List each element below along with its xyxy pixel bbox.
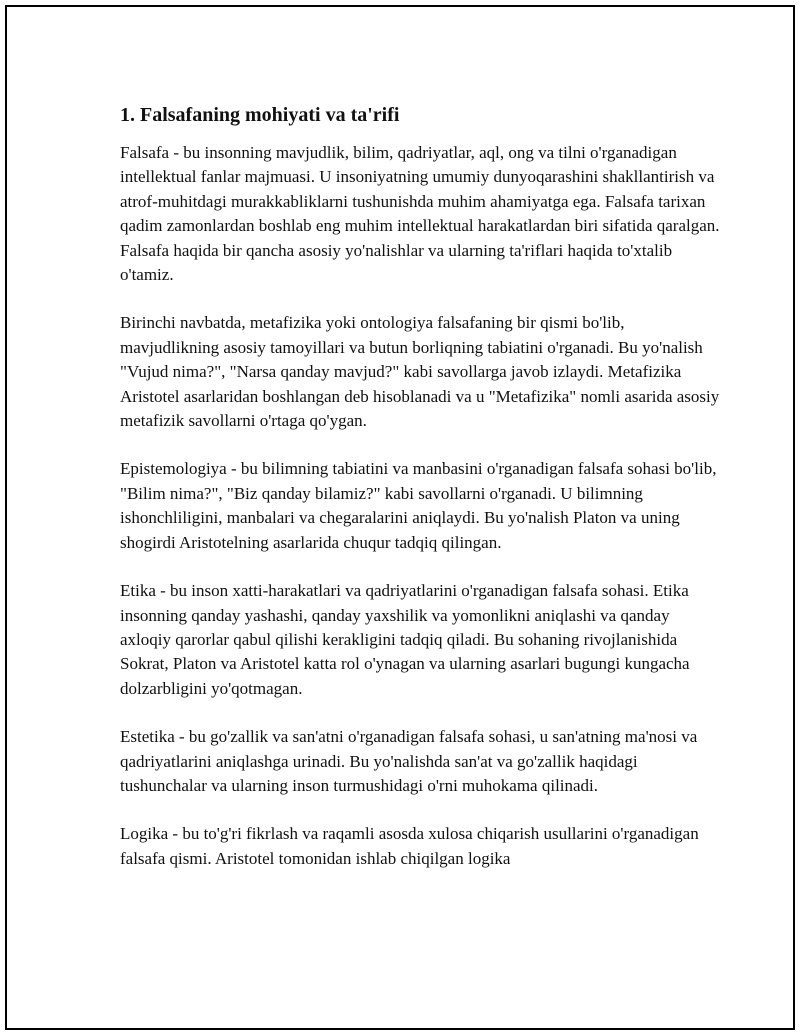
paragraph-logic: Logika - bu to'g'ri fikrlash va raqamli asosda xulosa chiqarish usullarini o'rganadigan falsafa qismi. Aristotel tomonidan ishlab chiqilgan logika bbox=[120, 824, 699, 868]
paragraph-epistemology: Epistemologiya - bu bilimning tabiatini va manbasini o'rganadigan falsafa sohasi bo'lib, "Bilim nima?", "Biz qanday bilamiz?" kabi savollarni o'rganadi. U bilimning ishonchliligini, manbalari va chegaralarini aniqlaydi. Bu yo'nalish Platon va uning shogirdi Aristotelning asarlarida chuqur tadqiq qilingan. bbox=[120, 459, 717, 552]
paragraph-metaphysics: Birinchi navbatda, metafizika yoki ontologiya falsafaning bir qismi bo'lib, mavjudlikning asosiy tamoyillari va butun borliqning tabiatini o'rganadi. Bu yo'nalish "Vujud nima?", "Narsa qanday mavjud?" kabi savollarga javob izlaydi. Metafizika Aristotel asarlaridan boshlangan deb hisoblanadi va u "Metafizika" nomli asarida asosiy metafizik savollarni o'rtaga qo'ygan. bbox=[120, 313, 720, 431]
paragraph-aesthetics: Estetika - bu go'zallik va san'atni o'rganadigan falsafa sohasi, u san'atning ma'nosi va qadriyatlarini aniqlashga urinadi. Bu yo'nalishda san'at va go'zallik haqidagi tushunchalar va ularning inson turmushidagi o'rni muhokama qilinadi. bbox=[120, 727, 698, 795]
paragraph-intro: Falsafa - bu insonning mavjudlik, bilim, qadriyatlar, aql, ong va tilni o'rganadigan intellektual fanlar majmuasi. U insoniyatning umumiy dunyoqarashini shakllantirish va atrof-muhitdagi murakkabliklarni tushunishda muhim ahamiyatga ega. Falsafa tarixan qadim zamonlardan boshlab eng muhim intellektual harakatlardan biri sifatida qaralgan. Falsafa haqida bir qancha asosiy yo'nalishlar va ularning ta'riflari haqida to'xtalib o'tamiz. bbox=[120, 143, 720, 285]
document-body bbox=[120, 101, 720, 871]
section-title: 1. Falsafaning mohiyati va ta'rifi bbox=[120, 104, 400, 126]
page-frame bbox=[5, 5, 795, 1030]
paragraph-ethics: Etika - bu inson xatti-harakatlari va qadriyatlarini o'rganadigan falsafa sohasi. Etika insonning qanday yashashi, qanday yaxshilik va yomonlikni aniqlashi va qanday axloqiy qarorlar qabul qilishi kerakligini tadqiq qiladi. Bu sohaning rivojlanishida Sokrat, Platon va Aristotel katta rol o'ynagan va ularning asarlari bugungi kungacha dolzarbligini yo'qotmagan. bbox=[120, 581, 690, 698]
